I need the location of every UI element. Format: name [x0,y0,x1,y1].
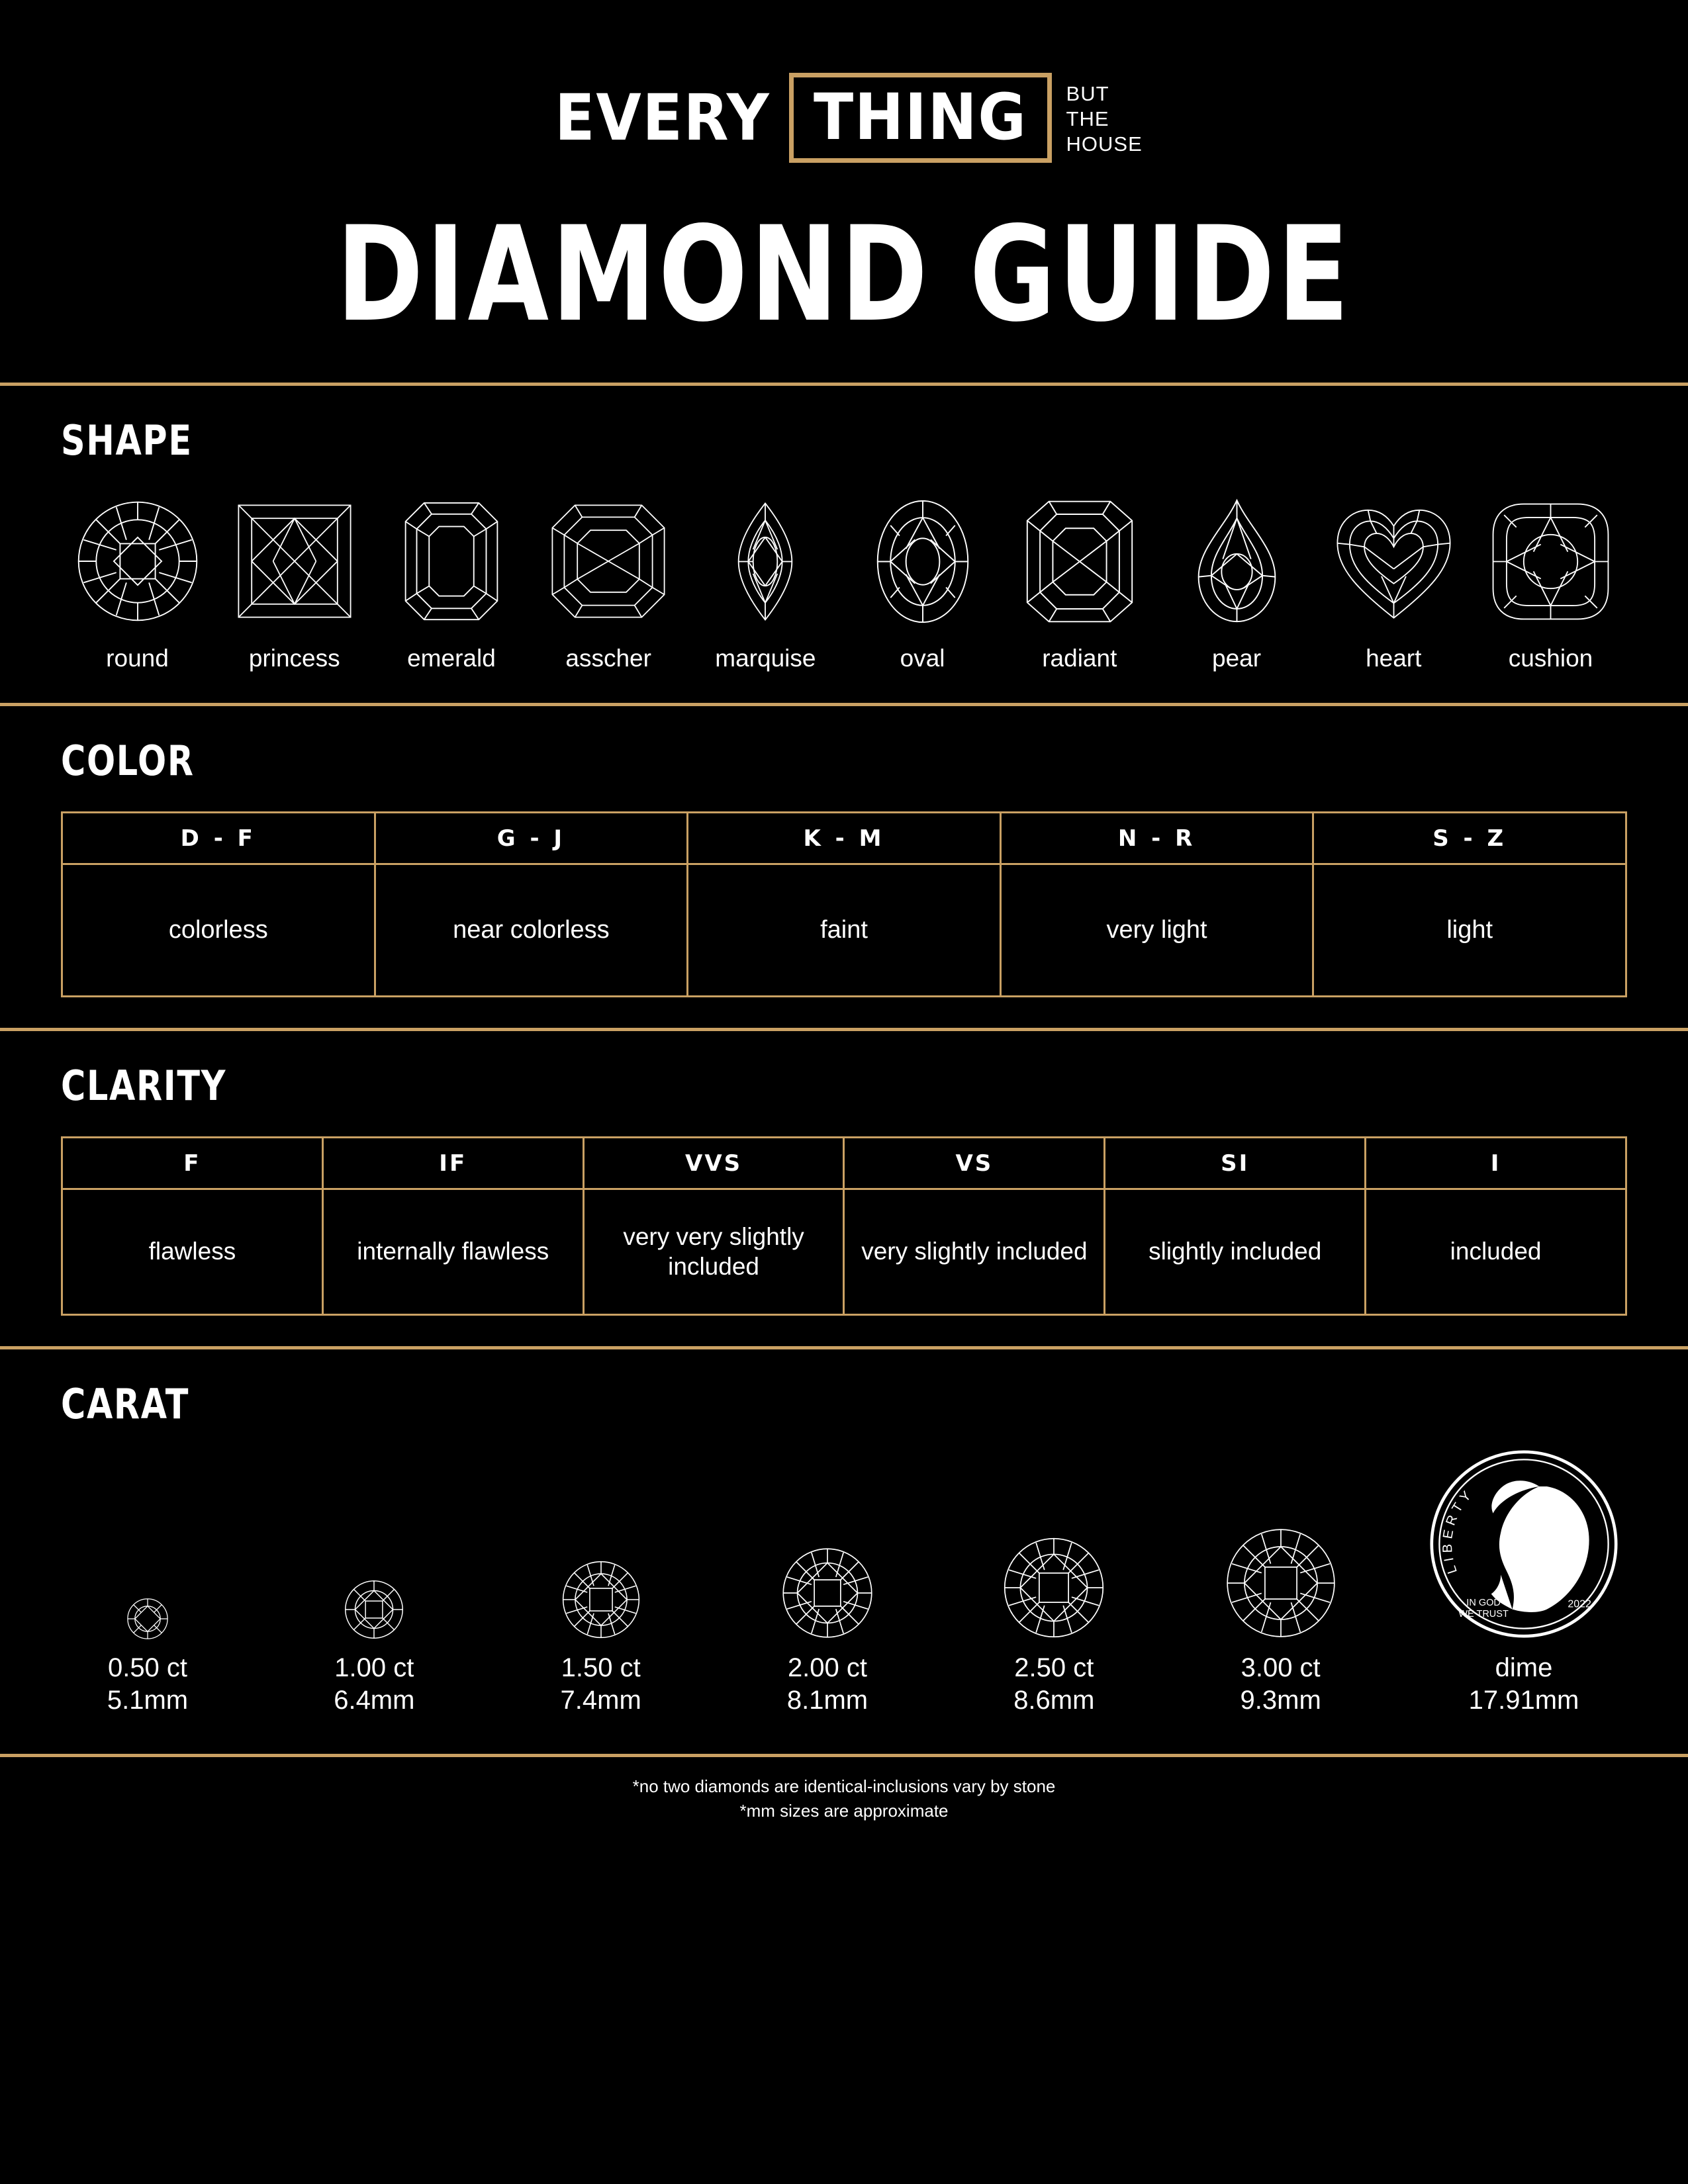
logo-tagline-line1: BUT [1066,82,1109,106]
color-grade-header: N - R [1000,813,1313,864]
carat-weight: 1.00 ct [334,1653,414,1682]
carat-heading: CARAT [61,1380,190,1428]
shape-label: round [106,645,169,672]
clarity-grade-header: SI [1105,1138,1366,1189]
reference-size: 17.91mm [1468,1685,1579,1715]
carat-size: 8.1mm [786,1685,868,1715]
coin-motto-line2: WE TRUST [1458,1609,1509,1620]
divider-clarity-carat [0,1346,1688,1349]
table-row-headers [62,1138,1626,1189]
carat-size: 9.3mm [1240,1685,1321,1715]
carat-item-dime-reference [1425,1428,1623,1717]
round-diamond-icon [745,1501,910,1640]
carat-section [0,1380,1688,1737]
color-grade-description: very light [1000,864,1313,997]
svg-text:LIBERTY [1440,1486,1477,1576]
color-grade-description: colorless [62,864,375,997]
coin-liberty-text: LIBERTY [1440,1485,1477,1576]
color-grade-header: G - J [375,813,688,864]
shape-item-round [66,488,209,672]
color-grade-description: faint [688,864,1001,997]
cushion-diamond-icon [1479,488,1622,634]
shape-label: marquise [715,645,816,672]
dime-coin-icon [1425,1428,1623,1640]
shape-item-heart [1323,488,1465,672]
emerald-diamond-icon [380,488,522,634]
asscher-diamond-icon [538,488,680,634]
carat-item-100 [291,1501,457,1717]
footnote-line-2: *mm sizes are approximate [739,1801,949,1821]
round-diamond-icon [971,1501,1137,1640]
divider-color-clarity [0,1028,1688,1031]
logo-tagline-line2: THE [1066,107,1109,131]
princess-diamond-icon [223,488,365,634]
shape-list [61,488,1627,672]
logo-word-thing: THING [813,80,1027,154]
carat-weight: 2.00 ct [787,1653,868,1682]
shape-item-pear [1166,488,1308,672]
clarity-grade-description: slightly included [1105,1189,1366,1315]
color-grade-header: D - F [62,813,375,864]
clarity-heading: CLARITY [61,1062,227,1110]
clarity-grade-header: IF [322,1138,583,1189]
round-diamond-icon [65,1501,230,1640]
carat-item-200 [745,1501,910,1717]
carat-label [65,1652,230,1717]
table-row [62,1189,1626,1315]
round-diamond-icon [291,1501,457,1640]
carat-weight: 1.50 ct [561,1653,641,1682]
shape-label: oval [900,645,945,672]
shape-label: asscher [565,645,651,672]
shape-item-princess [223,488,365,672]
color-heading: COLOR [61,737,195,785]
carat-item-050 [65,1501,230,1717]
divider-top [0,383,1688,386]
shape-item-asscher [538,488,680,672]
carat-item-250 [971,1501,1137,1717]
clarity-grade-description: internally flawless [322,1189,583,1315]
shape-label: pear [1212,645,1262,672]
shape-label: cushion [1508,645,1593,672]
footnotes [0,1757,1688,1824]
color-grade-description: light [1313,864,1626,997]
shape-section [0,416,1688,672]
shape-label: heart [1366,645,1422,672]
carat-label [745,1652,910,1717]
shape-label: radiant [1042,645,1117,672]
carat-item-150 [518,1501,684,1717]
clarity-table [61,1136,1627,1316]
carat-label [518,1652,684,1717]
carat-label [1198,1652,1364,1717]
logo-thing-box [789,73,1052,163]
pear-diamond-icon [1166,488,1308,634]
carat-list [61,1428,1627,1717]
logo-tagline [1066,79,1143,156]
carat-label [1425,1652,1623,1717]
color-grade-header: S - Z [1313,813,1626,864]
shape-item-oval [851,488,994,672]
carat-size: 6.4mm [334,1685,415,1715]
carat-size: 7.4mm [560,1685,641,1715]
clarity-grade-description: very slightly included [844,1189,1105,1315]
round-diamond-icon [1198,1501,1364,1640]
clarity-grade-header: F [62,1138,323,1189]
shape-item-radiant [1008,488,1150,672]
coin-motto-line1: IN GOD [1466,1597,1501,1608]
clarity-grade-header: I [1366,1138,1626,1189]
clarity-grade-description: very very slightly included [583,1189,844,1315]
shape-item-marquise [694,488,837,672]
carat-label [971,1652,1137,1717]
round-diamond-icon [66,488,209,634]
marquise-diamond-icon [694,488,837,634]
color-grade-description: near colorless [375,864,688,997]
clarity-section [0,1062,1688,1316]
reference-name: dime [1495,1653,1553,1682]
shape-label: princess [248,645,340,672]
oval-diamond-icon [851,488,994,634]
carat-size: 8.6mm [1013,1685,1095,1715]
color-section [0,737,1688,997]
logo-word-every: EVERY [555,81,771,155]
footnote-line-1: *no two diamonds are identical-inclusions vary by stone [632,1776,1056,1796]
carat-weight: 3.00 ct [1241,1653,1321,1682]
carat-item-300 [1198,1501,1364,1717]
shape-item-cushion [1479,488,1622,672]
carat-weight: 0.50 ct [107,1653,188,1682]
divider-shape-color [0,703,1688,706]
shape-label: emerald [407,645,496,672]
color-grade-header: K - M [688,813,1001,864]
round-diamond-icon [518,1501,684,1640]
clarity-grade-header: VVS [583,1138,844,1189]
clarity-grade-description: included [1366,1189,1626,1315]
clarity-grade-header: VS [844,1138,1105,1189]
shape-item-emerald [380,488,522,672]
carat-size: 5.1mm [107,1685,189,1715]
carat-label [291,1652,457,1717]
color-table [61,811,1627,997]
carat-weight: 2.50 ct [1014,1653,1094,1682]
shape-heading: SHAPE [61,416,193,465]
heart-diamond-icon [1323,488,1465,634]
radiant-diamond-icon [1008,488,1150,634]
table-row-headers [62,813,1626,864]
header [0,0,1688,351]
logo-tagline-line3: HOUSE [1066,132,1143,156]
page-title: DIAMOND GUIDE [336,198,1352,351]
table-row [62,864,1626,997]
clarity-grade-description: flawless [62,1189,323,1315]
brand-logo [545,73,1143,163]
coin-year: 2022 [1568,1598,1591,1610]
